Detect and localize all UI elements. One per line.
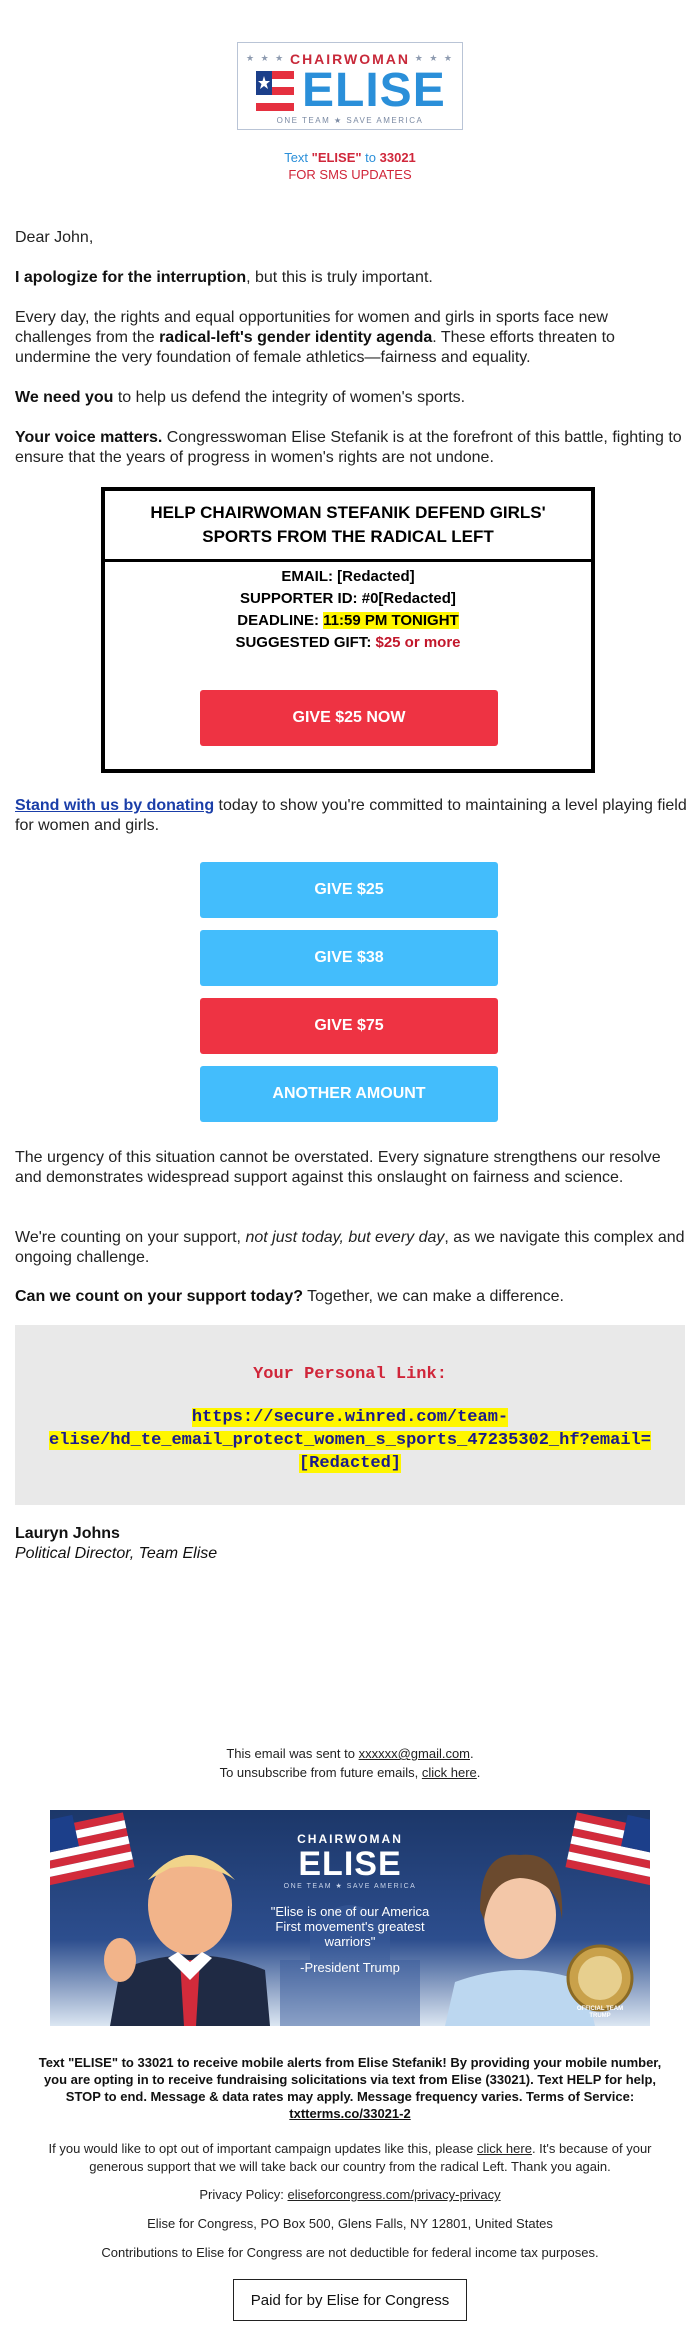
personal-link-panel [15,1325,685,1505]
paragraph-apology: I apologize for the interruption, but this is truly important. [15,269,433,286]
deadline-line: DEADLINE: 11:59 PM TONIGHT [237,612,459,629]
suggested-gift-line: SUGGESTED GIFT: $25 or more [235,634,461,651]
give-25-button[interactable]: GIVE $25 [200,862,498,918]
campaign-logo[interactable] [237,42,463,130]
give-38-button[interactable]: GIVE $38 [200,930,498,986]
tax-disclaimer: Contributions to Elise for Congress are not deductible for federal income tax purposes. [101,2245,599,2260]
paragraph-voice-matters: Your voice matters. Congresswoman Elise Stefanik is at the forefront of this battle, fighting to ensure that the years of progress in women's rights are not undone. [15,429,682,466]
sent-to-line: This email was sent to xxxxxx@gmail.com. [226,1746,474,1761]
petition-details [105,562,591,654]
signature-title: Political Director, Team Elise [15,1545,218,1562]
team-trump-badge: OFFICIAL TEAM TRUMP [576,2006,624,2019]
logo-tagline: ONE TEAM ★ SAVE AMERICA [276,116,424,125]
terms-link[interactable]: txtterms.co/33021-2 [289,2106,411,2121]
unsubscribe-line: To unsubscribe from future emails, click here. [219,1765,481,1780]
paid-for-box: Paid for by Elise for Congress [233,2279,467,2321]
paragraph-need-you: We need you to help us defend the integrity of women's sports. [15,389,466,406]
banner-logo: CHAIRWOMAN ELISE ONE TEAM ★ SAVE AMERICA [283,1832,417,1890]
sms-line-1: Text "ELISE" to 33021 [284,150,416,165]
signature-name: Lauryn Johns [15,1525,120,1542]
deadline-value: 11:59 PM TONIGHT [323,612,459,629]
stars-right-icon: ★ ★ ★ [414,53,454,63]
give-25-now-button[interactable]: GIVE $25 NOW [200,690,498,746]
header-logo-area [0,42,700,135]
campaign-banner[interactable] [50,1810,650,2026]
stand-with-us-link[interactable]: Stand with us by donating [15,797,215,814]
banner-attribution: -President Trump [300,1960,400,1975]
unsubscribe-link[interactable]: click here [421,1765,477,1780]
another-amount-button[interactable]: ANOTHER AMOUNT [200,1066,498,1122]
personal-link-url[interactable]: https://secure.winred.com/team-elise/hd_te_email_protect_women_s_sports_47235302_hf?email=[Redacted] [49,1408,651,1473]
personal-link-label: Your Personal Link: [253,1365,447,1384]
sms-line-2: FOR SMS UPDATES [288,167,412,182]
privacy-link[interactable]: eliseforcongress.com/privacy-privacy [287,2187,501,2202]
opt-out-link[interactable]: click here [477,2141,532,2156]
give-75-button[interactable]: GIVE $75 [200,998,498,1054]
banner-quote: "Elise is one of our America First movement's greatest warriors" [270,1904,430,1949]
flag-icon [256,71,294,111]
greeting: Dear John, [15,229,94,246]
paragraph-stand-with-us: Stand with us by donating today to show you're committed to maintaining a level playing field for women and girls. [15,797,687,834]
opt-out-line: If you would like to opt out of important campaign updates like this, please click here. It's because of your generous support that we will take back our country from the radical Left. Thank you again. [48,2141,652,2174]
gift-value: $25 or more [375,634,461,651]
mailing-address: Elise for Congress, PO Box 500, Glens Falls, NY 12801, United States [147,2216,553,2231]
paragraph-challenges: Every day, the rights and equal opportunities for women and girls in sports face new challenges from the radical-left's gender identity agenda. These efforts threaten to undermine the very foundation of female athletics—fairness and equality. [15,309,615,366]
paragraph-count-on-you: Can we count on your support today? Together, we can make a difference. [15,1288,564,1305]
stars-left-icon: ★ ★ ★ [246,53,286,63]
supporter-id-line: SUPPORTER ID: #0[Redacted] [240,590,456,607]
paragraph-counting: We're counting on your support, not just today, but every day, as we navigate this complex and ongoing challenge. [15,1229,685,1266]
recipient-email-link[interactable]: xxxxxx@gmail.com [358,1746,471,1761]
paragraph-urgency: The urgency of this situation cannot be overstated. Every signature strengthens our resolve and demonstrates widespread support against this onslaught on fairness and science. [15,1149,661,1186]
logo-name: ELISE [302,64,446,117]
email-line: EMAIL: [Redacted] [281,568,415,585]
petition-title: HELP CHAIRWOMAN STEFANIK DEFEND GIRLS' SPORTS FROM THE RADICAL LEFT [105,491,591,562]
sms-legal-text: Text "ELISE" to 33021 to receive mobile alerts from Elise Stefanik! By providing your mobile number, you are opting in to receive fundraising solicitations via text from Elise (33021). Text HELP for help, STOP to end. Message & data rates may apply. Message frequency varies. Terms of Service: txtterms.co/33021-2 [38,2055,662,2121]
logo-top-text: CHAIRWOMAN [289,51,411,67]
privacy-line: Privacy Policy: eliseforcongress.com/privacy-privacy [199,2187,501,2202]
